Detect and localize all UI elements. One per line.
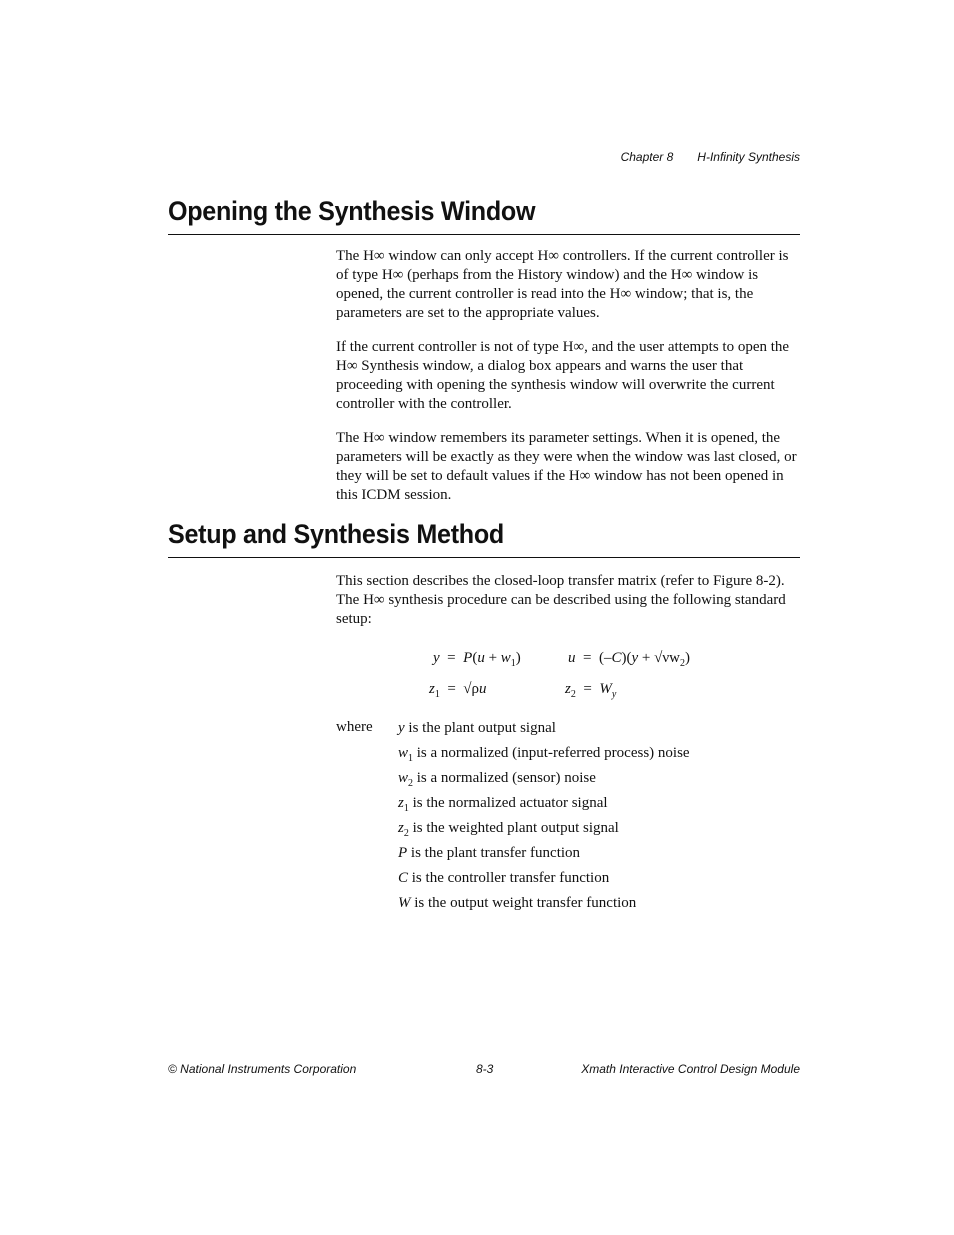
section-opening-body	[336, 247, 798, 505]
paragraph: The H∞ window remembers its parameter settings. When it is opened, the parameters will be exactly as they were when the window was last closed, or they will be set to default values if the H∞ window has not been opened in this ICDM session.	[336, 430, 797, 503]
definition-text: is a normalized (input-referred process) noise	[413, 745, 690, 761]
definition-symbol: y	[398, 720, 405, 736]
paragraph: If the current controller is not of type H∞, and the user attempts to open the H∞ Synthesis window, a dialog box appears and warns the user that proceeding with opening the synthesis window will overwrite the current controller with the controller.	[336, 339, 790, 412]
definition-item	[398, 819, 690, 844]
footer-copyright: © National Instruments Corporation	[168, 1062, 357, 1076]
definition-text: is a normalized (sensor) noise	[413, 770, 596, 786]
definition-symbol: z	[398, 795, 404, 811]
definition-text: is the weighted plant output signal	[408, 820, 619, 836]
definition-text: is the plant output signal	[404, 720, 556, 736]
footer-page-number: 8-3	[476, 1062, 494, 1076]
definition-subscript: 1	[408, 753, 414, 764]
definition-symbol: P	[398, 845, 408, 861]
definition-item	[398, 894, 690, 919]
running-header	[621, 150, 800, 164]
chapter-number: Chapter 8	[620, 150, 674, 164]
definition-item	[398, 869, 690, 894]
chapter-title: H-Infinity Synthesis	[697, 150, 800, 164]
equation-z2: $z_2 = W_y$	[565, 681, 617, 700]
definition-item	[398, 719, 690, 744]
section-title-setup: Setup and Synthesis Method	[168, 519, 504, 549]
definition-text: is the normalized actuator signal	[408, 795, 608, 811]
paragraph: This section describes the closed-loop transfer matrix (refer to Figure 8-2). The H∞ synthesis procedure can be described using the following standard setup:	[336, 573, 786, 627]
definition-item	[398, 744, 690, 769]
definition-item	[398, 769, 690, 794]
section-rule	[168, 234, 800, 235]
definition-symbol: w	[398, 770, 409, 786]
where-label: where	[336, 719, 373, 735]
definition-symbol: w	[398, 745, 409, 761]
definition-symbol: z	[398, 820, 404, 836]
section-setup-body	[336, 572, 798, 629]
definition-item	[398, 794, 690, 819]
definition-item	[398, 844, 690, 869]
definition-subscript: 2	[408, 778, 414, 789]
definition-symbol: W	[398, 895, 411, 911]
definition-subscript: 1	[403, 803, 409, 814]
definition-text: is the output weight transfer function	[410, 895, 637, 911]
definition-text: is the controller transfer function	[408, 870, 610, 886]
equation-z1: $z_1 = √\rho u$	[429, 681, 487, 700]
equation-y: $y = P(u + w_1)$	[433, 650, 521, 669]
footer-manual-title: Xmath Interactive Control Design Module	[581, 1062, 800, 1076]
paragraph: The H∞ window can only accept H∞ controllers. If the current controller is of type H∞ (perhaps from the History window) and the H∞ window is opened, the current controller is read into the H∞ window; that is, the parameters are set to the appropriate values.	[336, 248, 789, 321]
definition-list	[398, 719, 690, 919]
definition-text: is the plant transfer function	[407, 845, 581, 861]
section-rule	[168, 557, 800, 558]
definition-symbol: C	[398, 870, 409, 886]
definition-subscript: 2	[403, 828, 409, 839]
section-title-opening: Opening the Synthesis Window	[168, 196, 536, 226]
equation-u: $u = (-C)(y + √\nu w_2)$	[568, 650, 690, 669]
